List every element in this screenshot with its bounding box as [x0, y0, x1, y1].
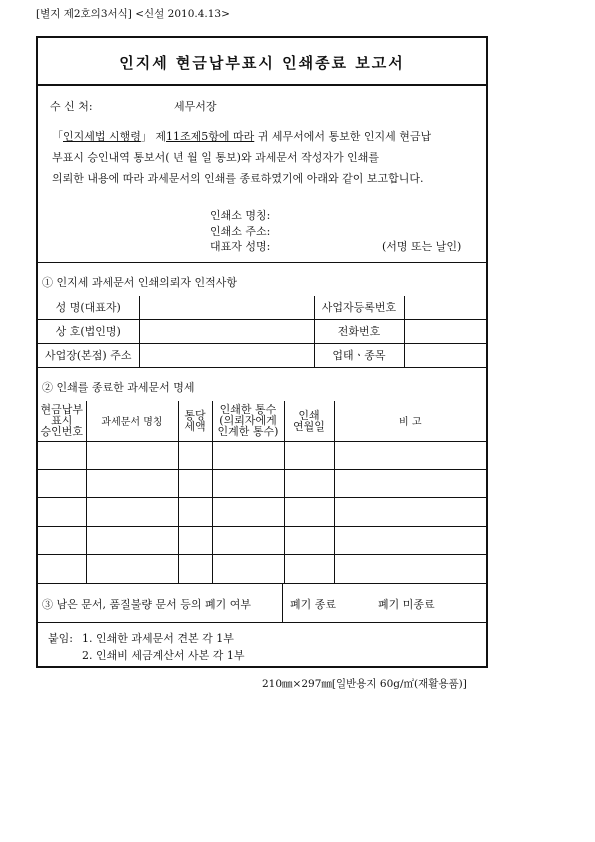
tax-cell[interactable] — [178, 497, 212, 526]
approval-number-header: 현금납부 표시 승인번호 — [38, 401, 86, 441]
section3-bottom-divider — [38, 622, 486, 623]
tax-cell[interactable] — [178, 441, 212, 469]
count-cell[interactable] — [212, 554, 284, 583]
table-row — [38, 441, 486, 469]
document-name-cell[interactable] — [86, 554, 178, 583]
table-row — [38, 554, 486, 583]
address-label: 사업장(본점) 주소 — [38, 343, 139, 367]
attachment-item-2: 2. 인쇄비 세금계산서 사본 각 1부 — [82, 649, 245, 662]
report-body — [52, 126, 476, 189]
approval-number-cell[interactable] — [38, 526, 86, 554]
applicant-name-label: 성 명(대표자) — [38, 296, 139, 319]
print-date-header: 인쇄 연월일 — [284, 401, 334, 441]
business-type-label: 업태ㆍ종목 — [314, 343, 404, 367]
body-line-3: 의뢰한 내용에 따라 과세문서의 인쇄를 종료하였기에 아래와 같이 보고합니다. — [52, 172, 424, 185]
signature-label: (서명 또는 날인) — [382, 240, 462, 253]
address-field[interactable] — [139, 343, 314, 367]
table-row — [38, 469, 486, 497]
printed-count-header: 인쇄한 통수 (의뢰자에게 인계한 통수) — [212, 401, 284, 441]
law-reference: 인지세법 시행령 — [63, 130, 141, 143]
printer-address-label: 인쇄소 주소: — [210, 225, 271, 238]
remarks-cell[interactable] — [334, 497, 486, 526]
document-name-cell[interactable] — [86, 526, 178, 554]
form-frame — [36, 36, 488, 668]
company-name-label: 상 호(법인명) — [38, 319, 139, 343]
business-number-label: 사업자등록번호 — [314, 296, 404, 319]
approval-number-cell[interactable] — [38, 469, 86, 497]
recipient-value: 세무서장 — [174, 100, 217, 113]
count-cell[interactable] — [212, 497, 284, 526]
phone-field[interactable] — [404, 319, 486, 343]
count-cell[interactable] — [212, 441, 284, 469]
remarks-cell[interactable] — [334, 469, 486, 497]
section3-separator — [282, 583, 283, 622]
section1-title: ① 인지세 과세문서 인쇄의뢰자 인적사항 — [42, 276, 238, 289]
documents-header-row — [38, 401, 486, 441]
tax-cell[interactable] — [178, 469, 212, 497]
disposal-not-completed-option[interactable]: 폐기 미종료 — [378, 598, 435, 611]
date-cell[interactable] — [284, 469, 334, 497]
form-label: [별지 제2호의3서식] <신설 2010.4.13> — [36, 8, 230, 20]
table-row — [38, 526, 486, 554]
body-line-2: 부표시 승인내역 통보서( 년 월 일 통보)와 과세문서 작성자가 인쇄를 — [52, 151, 379, 164]
section1-bottom-divider — [38, 367, 486, 368]
tax-cell[interactable] — [178, 554, 212, 583]
applicant-name-field[interactable] — [139, 296, 314, 319]
recipient-label: 수 신 처: — [50, 100, 93, 113]
company-name-field[interactable] — [139, 319, 314, 343]
remarks-cell[interactable] — [334, 441, 486, 469]
table-row — [38, 497, 486, 526]
business-type-field[interactable] — [404, 343, 486, 367]
count-cell[interactable] — [212, 526, 284, 554]
representative-label: 대표자 성명: — [210, 240, 271, 253]
document-name-cell[interactable] — [86, 441, 178, 469]
date-cell[interactable] — [284, 441, 334, 469]
section3-top-divider — [38, 583, 486, 584]
attachments-label: 붙임: — [48, 632, 73, 645]
page-title: 인지세 현금납부표시 인쇄종료 보고서 — [119, 54, 405, 72]
section3-title: ③ 남은 문서, 품질불량 문서 등의 폐기 여부 — [42, 598, 251, 611]
approval-number-cell[interactable] — [38, 554, 86, 583]
section1-top-divider — [38, 262, 486, 263]
remarks-cell[interactable] — [334, 526, 486, 554]
article-reference: 11조제5항에 따라 — [166, 130, 255, 143]
approval-number-cell[interactable] — [38, 441, 86, 469]
remarks-header: 비 고 — [334, 401, 486, 441]
attachment-item-1: 1. 인쇄한 과세문서 견본 각 1부 — [82, 632, 234, 645]
business-number-field[interactable] — [404, 296, 486, 319]
date-cell[interactable] — [284, 526, 334, 554]
applicant-row — [38, 343, 486, 367]
date-cell[interactable] — [284, 554, 334, 583]
title-divider — [38, 84, 486, 86]
documents-table — [38, 401, 486, 584]
document-name-header: 과세문서 명칭 — [86, 401, 178, 441]
phone-label: 전화번호 — [314, 319, 404, 343]
applicant-table — [38, 296, 486, 368]
count-cell[interactable] — [212, 469, 284, 497]
approval-number-cell[interactable] — [38, 497, 86, 526]
section2-title: ② 인쇄를 종료한 과세문서 명세 — [42, 381, 195, 394]
tax-cell[interactable] — [178, 526, 212, 554]
date-cell[interactable] — [284, 497, 334, 526]
tax-per-copy-header: 통당 세액 — [178, 401, 212, 441]
disposal-completed-option[interactable]: 폐기 종료 — [290, 598, 337, 611]
printer-name-label: 인쇄소 명칭: — [210, 209, 271, 222]
document-name-cell[interactable] — [86, 469, 178, 497]
paper-spec: 210㎜×297㎜[일반용지 60g/㎡(재활용품)] — [262, 678, 467, 690]
applicant-row — [38, 319, 486, 343]
document-name-cell[interactable] — [86, 497, 178, 526]
body-line-1: 「인지세법 시행령」 제11조제5항에 따라 귀 세무서에서 통보한 인지세 현금납 — [52, 130, 432, 143]
applicant-row — [38, 296, 486, 319]
remarks-cell[interactable] — [334, 554, 486, 583]
